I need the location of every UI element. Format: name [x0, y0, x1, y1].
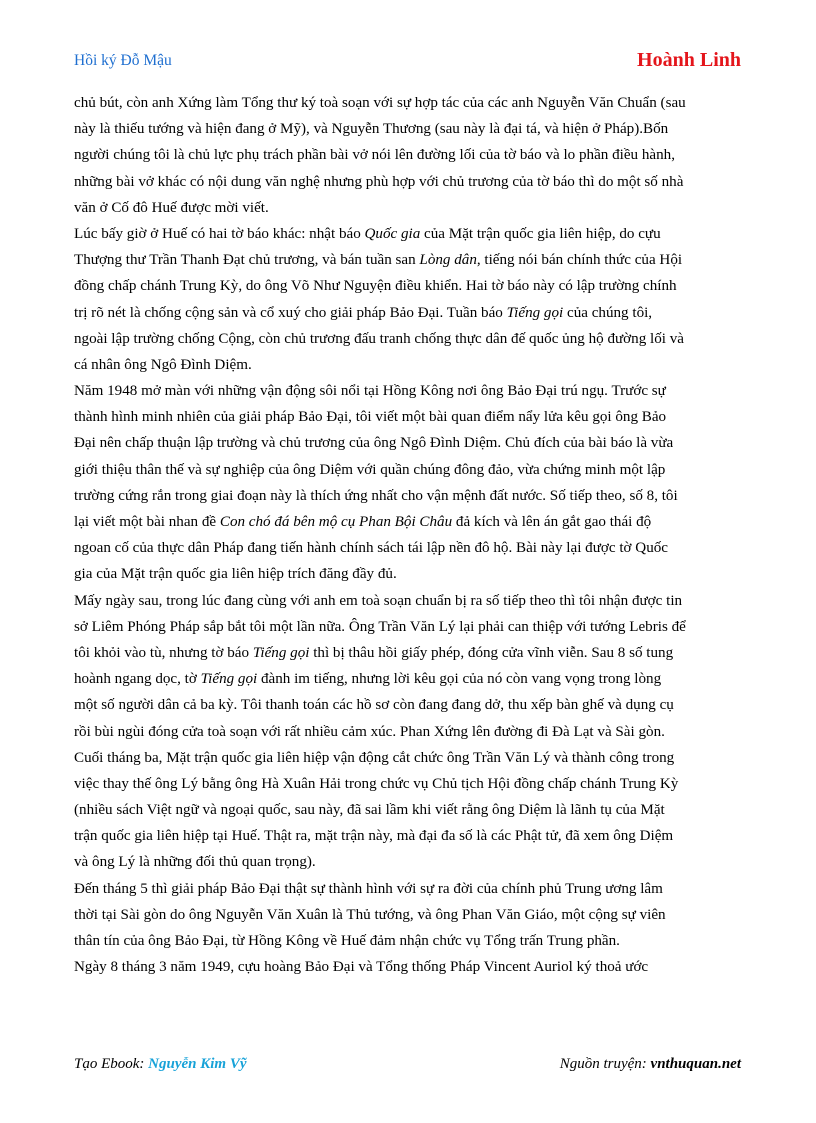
- text-line: [74, 849, 750, 875]
- text-segment: , tiếng nói bán chính thức của Hội: [476, 252, 683, 269]
- text-line: [74, 195, 750, 221]
- text-line: [74, 640, 750, 666]
- text-segment: Ngày 8 tháng 3 năm 1949, cựu hoàng Bảo Đại và Tổng thống Pháp Vincent Auriol ký thoả ước: [74, 959, 649, 976]
- text-segment: Mấy ngày sau, trong lúc đang cùng với anh em toà soạn chuẩn bị ra số tiếp theo thì tôi nhận được tin: [74, 592, 683, 609]
- text-segment: Thượng thư Trần Thanh Đạt chủ trương, và bán tuần san: [74, 252, 420, 269]
- text-line: [74, 745, 750, 771]
- italic-title: Quốc gia: [364, 225, 421, 242]
- text-line: [74, 561, 750, 587]
- italic-title: Tiếng gọi: [506, 304, 564, 321]
- text-segment: (nhiều sách Việt ngữ và ngoại quốc, sau này, đã sai lầm khi viết rằng ông Diệm là lãnh tụ của Mặt: [74, 802, 665, 819]
- text-line: [74, 352, 750, 378]
- text-segment: gia của Mặt trận quốc gia liên hiệp trích đăng đầy đủ.: [74, 566, 397, 583]
- text-line: [74, 378, 750, 404]
- text-segment: này là thiếu tướng và hiện đang ở Mỹ), và Nguyễn Thương (sau này là đại tá, và hiện ở Pháp).Bốn: [74, 121, 669, 138]
- text-segment: người chúng tôi là chủ lực phụ trách phần bài vở nói lên đường lối của tờ báo và lo phần điều hành,: [74, 147, 675, 164]
- text-line: [74, 116, 750, 142]
- text-segment: đả kích và lên án gắt gao thái độ: [452, 514, 652, 530]
- text-line: [74, 169, 750, 195]
- italic-title: Tiếng gọi: [252, 644, 310, 661]
- text-segment: của Mặt trận quốc gia liên hiệp, do cựu: [420, 225, 661, 242]
- footer-credit: [74, 1056, 247, 1073]
- text-segment: thì bị thâu hồi giấy phép, đóng cửa vĩnh viễn. Sau 8 số tung: [309, 644, 674, 661]
- text-line: [74, 430, 750, 456]
- footer-source-site: vnthuquan.net: [650, 1056, 741, 1072]
- text-segment: Đại nên chấp thuận lập trường và chủ trương của ông Ngô Đình Diệm. Chủ đích của bài báo là vừa: [74, 435, 674, 452]
- text-segment: văn ở Cố đô Huế được mời viết.: [74, 199, 269, 216]
- italic-title: Con chó đá bên mộ cụ Phan Bội Châu: [219, 514, 453, 530]
- author-name: Hoành Linh: [637, 49, 741, 71]
- text-segment: và ông Lý là những đối thủ quan trọng).: [74, 854, 316, 871]
- text-segment: Cuối tháng ba, Mặt trận quốc gia liên hiệp vận động cắt chức ông Trần Văn Lý và thành công trong: [74, 749, 675, 766]
- text-line: [74, 954, 750, 980]
- text-segment: tôi khỏi vào tù, nhưng tờ báo: [74, 644, 253, 661]
- text-line: [74, 300, 750, 326]
- text-segment: thân tín của ông Bảo Đại, từ Hồng Kông về Huế đảm nhận chức vụ Tổng trấn Trung phần.: [74, 933, 620, 949]
- text-segment: trường cứng rắn trong giai đoạn này là thích ứng nhất cho vận mệnh đất nước. Số tiếp theo, số 8, tôi: [74, 487, 678, 504]
- text-segment: sở Liêm Phóng Pháp sắp bắt tôi một lần nữa. Ông Trần Văn Lý lại phải can thiệp với tướng Lebris để: [74, 618, 686, 635]
- text-line: [74, 588, 750, 614]
- text-line: [74, 614, 750, 640]
- text-line: [74, 273, 750, 299]
- text-line: [74, 876, 750, 902]
- text-segment: ngoài lập trường chống Cộng, còn chủ trương đấu tranh chống thực dân đế quốc ủng hộ đường lối và: [74, 330, 684, 347]
- text-segment: trận quốc gia liên hiệp tại Huế. Thật ra, mặt trận này, mà đại đa số là các Phật tử, đã xem ông Diệm: [74, 828, 674, 845]
- text-line: [74, 247, 750, 273]
- text-segment: những bài vở khác có nội dung văn nghệ nhưng phù hợp với chủ trương của tờ báo thì do một số nhà: [74, 173, 684, 190]
- text-line: [74, 457, 750, 483]
- text-segment: thành hình minh nhiên của giải pháp Bảo Đại, tôi viết một bài quan điểm nẩy lửa kêu gọi ông Bảo: [74, 409, 667, 426]
- text-segment: trị rõ nét là chống cộng sản và cổ xuý cho giải pháp Bảo Đại. Tuần báo: [74, 304, 507, 321]
- text-line: [74, 902, 750, 928]
- italic-title: Tiếng gọi: [200, 671, 258, 688]
- book-title: Hồi ký Đỗ Mậu: [74, 52, 172, 69]
- text-segment: hoành ngang dọc, tờ: [74, 671, 201, 688]
- text-line: [74, 221, 750, 247]
- text-segment: cá nhân ông Ngô Đình Diệm.: [74, 356, 252, 373]
- text-line: [74, 326, 750, 352]
- text-line: [74, 483, 750, 509]
- text-segment: của chúng tôi,: [563, 304, 653, 321]
- text-segment: lại viết một bài nhan đề: [74, 514, 220, 530]
- italic-title: Lòng dân: [419, 252, 477, 269]
- text-line: [74, 692, 750, 718]
- footer-source: [560, 1056, 741, 1073]
- text-line: [74, 666, 750, 692]
- text-line: [74, 771, 750, 797]
- footer-source-separator: :: [641, 1056, 651, 1072]
- text-segment: giới thiệu thân thế và sự nghiệp của ông Diệm với quần chúng đông đảo, vừa chứng minh một lập: [74, 461, 666, 478]
- footer-credit-label: Tạo Ebook: [74, 1056, 140, 1072]
- body-text: [74, 90, 750, 980]
- text-line: [74, 928, 750, 954]
- footer-credit-separator: :: [139, 1056, 149, 1072]
- footer-source-label: Nguồn truyện: [559, 1056, 642, 1072]
- text-segment: thời tại Sài gòn do ông Nguyễn Văn Xuân là Thủ tướng, và ông Phan Văn Giáo, một cộng sự viên: [74, 906, 666, 923]
- text-segment: Lúc bấy giờ ở Huế có hai tờ báo khác: nhật báo: [74, 225, 365, 242]
- text-line: [74, 797, 750, 823]
- text-line: [74, 404, 750, 430]
- text-segment: đành im tiếng, nhưng lời kêu gọi của nó còn vang vọng trong lòng: [257, 671, 662, 688]
- text-segment: đồng chấp chánh Trung Kỳ, do ông Võ Như Nguyện điều khiển. Hai tờ báo này có lập trường chính: [74, 278, 677, 295]
- text-line: [74, 719, 750, 745]
- text-line: [74, 142, 750, 168]
- text-segment: Năm 1948 mở màn với những vận động sôi nổi tại Hồng Kông nơi ông Bảo Đại trú ngụ. Trước sự: [74, 383, 666, 400]
- text-line: [74, 509, 750, 535]
- text-segment: Đến tháng 5 thì giải pháp Bảo Đại thật sự thành hình với sự ra đời của chính phủ Trung ương lâm: [74, 880, 663, 897]
- text-segment: việc thay thế ông Lý bằng ông Hà Xuân Hải trong chức vụ Chủ tịch Hội đồng chấp chánh Trung Kỳ: [74, 775, 679, 792]
- text-line: [74, 823, 750, 849]
- text-segment: rồi bùi ngùi đóng cửa toà soạn với rất nhiều cảm xúc. Phan Xứng lên đường đi Đà Lạt và Sài gòn.: [74, 723, 665, 740]
- text-line: [74, 535, 750, 561]
- text-segment: chủ bút, còn anh Xứng làm Tổng thư ký toà soạn với sự hợp tác của các anh Nguyễn Văn Chuẩn (sau: [74, 95, 686, 111]
- text-segment: ngoan cố của thực dân Pháp đang tiến hành chính sách tái lập nền đô hộ. Bài này lại được tờ Quốc: [74, 540, 668, 557]
- text-line: [74, 90, 750, 116]
- footer-creator-name: Nguyễn Kim Vỹ: [148, 1056, 247, 1072]
- text-segment: một số người dân cả ba kỳ. Tôi thanh toán các hồ sơ còn đang đang dở, thu xếp bàn ghế và dụng cụ: [74, 697, 674, 714]
